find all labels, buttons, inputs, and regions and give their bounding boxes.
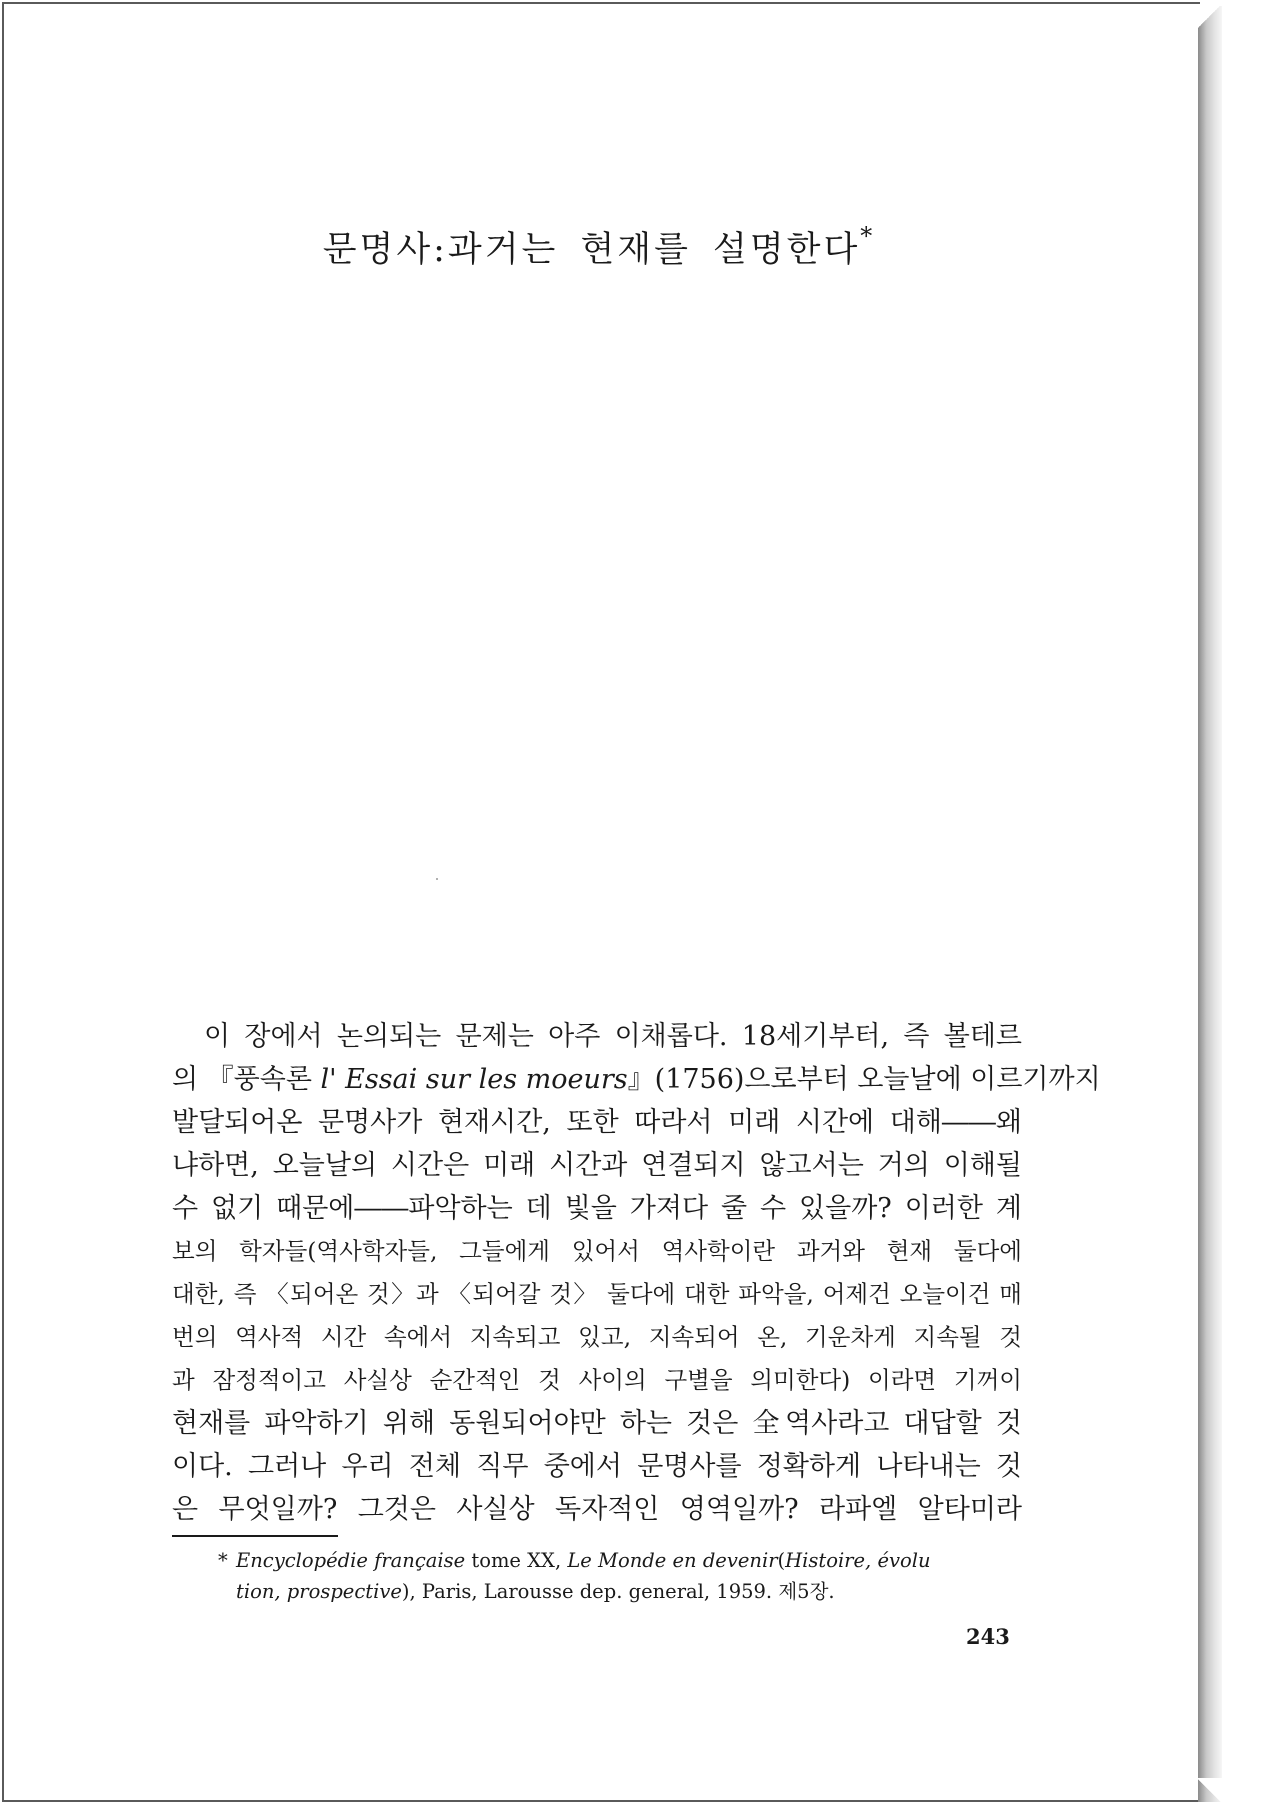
footnote-line	[218, 1576, 1004, 1607]
footnote-line	[218, 1545, 1004, 1576]
footnote-italic: Encyclopédie française	[236, 1549, 466, 1572]
chapter-title-text: 문명사:과거는 현재를 설명한다	[322, 230, 861, 270]
body-text	[172, 1015, 1101, 1531]
footnote-italic: Histoire, évolu	[785, 1549, 931, 1572]
page-edge-corner-top	[1198, 4, 1222, 28]
footnote-star: *	[218, 1549, 228, 1572]
chapter-title	[0, 222, 1198, 272]
body-line: 보의 학자들(역사학자들, 그들에게 있어서 역사학이란 과거와 현재 둘다에	[172, 1237, 1022, 1265]
body-line-part: 』(1756)으로부터 오늘날에 이르기까지	[627, 1064, 1101, 1095]
page-number: 243	[966, 1624, 1010, 1649]
book-title-italic: l' Essai sur les moeurs	[320, 1064, 628, 1095]
footnote	[218, 1545, 1004, 1607]
page-edge-corner-bottom	[1198, 1778, 1222, 1804]
body-line: 발달되어온 문명사가 현재시간, 또한 따라서 미래 시간에 대해――왜	[172, 1107, 1022, 1138]
footnote-marker: *	[860, 222, 876, 250]
footnote-rule	[172, 1535, 338, 1537]
footnote-text: ), Paris, Larousse dep. general, 1959. 제5장.	[401, 1580, 835, 1603]
footnote-text: (	[777, 1549, 786, 1572]
body-line: 이다. 그러나 우리 전체 직무 중에서 문명사를 정확하게 나타내는 것	[172, 1451, 1022, 1482]
footnote-italic: Le Monde en devenir	[567, 1549, 778, 1572]
body-line: 은 무엇일까? 그것은 사실상 독자적인 영역일까? 라파엘 알타미라	[172, 1494, 1022, 1525]
body-line: 대한, 즉 〈되어온 것〉과 〈되어갈 것〉 둘다에 대한 파악을, 어제건 오늘이건 매	[172, 1280, 1022, 1308]
body-line: 냐하면, 오늘날의 시간은 미래 시간과 연결되지 않고서는 거의 이해될	[172, 1150, 1022, 1181]
scan-speck	[436, 878, 438, 880]
page-sheet	[2, 2, 1200, 1802]
page-stack-edge	[1198, 6, 1222, 1802]
body-line-part: 의 『풍속론	[172, 1064, 321, 1095]
body-line	[172, 1058, 1101, 1101]
footnote-text: tome XX,	[465, 1549, 568, 1572]
body-line: 번의 역사적 시간 속에서 지속되고 있고, 지속되어 온, 기운차게 지속될 것	[172, 1323, 1022, 1351]
body-line: 현재를 파악하기 위해 동원되어야만 하는 것은 全역사라고 대답할 것	[172, 1408, 1022, 1439]
body-line: 이 장에서 논의되는 문제는 아주 이채롭다. 18세기부터, 즉 볼테르	[204, 1021, 1022, 1052]
footnote-italic: tion, prospective	[236, 1580, 402, 1603]
body-line: 과 잠정적이고 사실상 순간적인 것 사이의 구별을 의미한다) 이라면 기꺼이	[172, 1366, 1022, 1394]
body-line: 수 없기 때문에――파악하는 데 빛을 가져다 줄 수 있을까? 이러한 계	[172, 1193, 1022, 1224]
